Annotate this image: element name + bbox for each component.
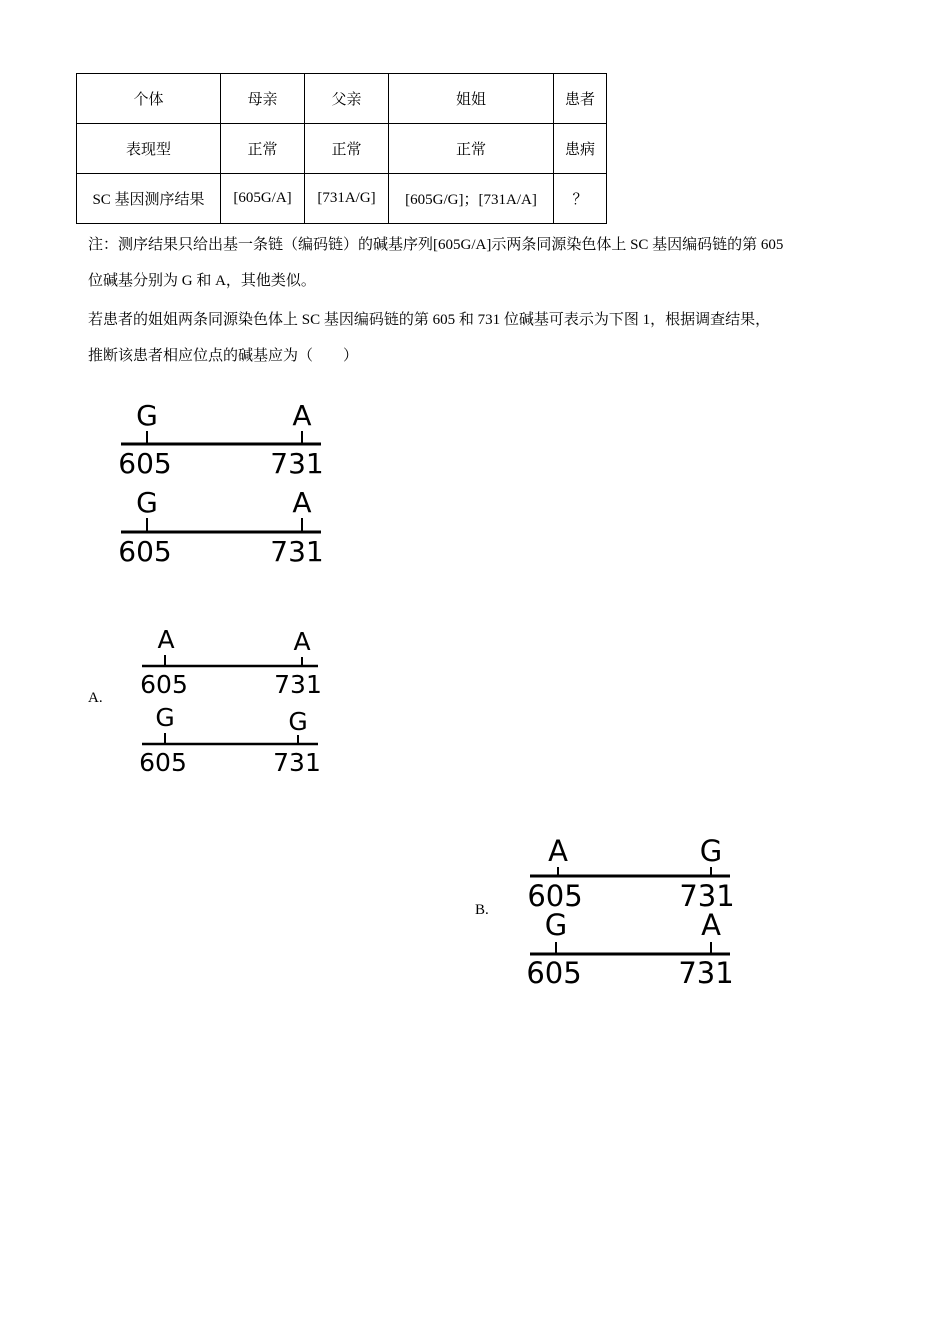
position-label: 605	[526, 956, 582, 990]
note-line-2: 位碱基分别为 G 和 A，其他类似。	[88, 273, 316, 289]
position-label: 731	[270, 447, 324, 480]
base-label: A	[292, 399, 312, 432]
table-cell: 母亲	[221, 74, 305, 124]
base-label: G	[699, 834, 723, 868]
table-cell: ？	[554, 174, 607, 224]
position-label: 731	[274, 670, 322, 699]
option-a-diagram	[138, 622, 328, 787]
base-label: A	[293, 627, 311, 656]
table-cell: 表现型	[77, 124, 221, 174]
base-label: G	[136, 486, 158, 519]
figure-1-diagram	[115, 395, 335, 580]
table-cell: 患病	[554, 124, 607, 174]
base-label: G	[155, 703, 175, 732]
table-cell: 正常	[221, 124, 305, 174]
base-label: G	[544, 908, 568, 942]
question-line-2: 推断该患者相应位点的碱基应为（ ）	[88, 348, 359, 364]
table-row	[77, 174, 607, 224]
table-cell: 姐姐	[389, 74, 554, 124]
table-cell: 患者	[554, 74, 607, 124]
table-cell: 正常	[389, 124, 554, 174]
table-cell: [605G/G]；[731A/A]	[389, 174, 554, 224]
position-label: 605	[140, 670, 188, 699]
base-label: A	[548, 834, 568, 868]
base-label: A	[157, 625, 175, 654]
table-cell: [605G/A]	[221, 174, 305, 224]
base-label: A	[701, 908, 721, 942]
position-label: 731	[270, 535, 324, 568]
position-label: 731	[678, 956, 734, 990]
note-line-1: 注：测序结果只给出基一条链（编码链）的碱基序列[605G/A]示两条同源染色体上 SC 基因编码链的第 605	[88, 237, 784, 253]
position-label: 605	[118, 447, 172, 480]
position-label: 731	[273, 748, 321, 777]
table-row	[77, 124, 607, 174]
table-row	[77, 74, 607, 124]
option-b-diagram	[525, 832, 740, 1002]
base-label: G	[288, 707, 308, 736]
sequencing-results-table	[76, 73, 607, 224]
position-label: 605	[118, 535, 172, 568]
position-label: 605	[139, 748, 187, 777]
question-line-1: 若患者的姐姐两条同源染色体上 SC 基因编码链的第 605 和 731 位碱基可表示为下图 1，根据调查结果，	[88, 312, 771, 328]
table-cell: SC 基因测序结果	[77, 174, 221, 224]
base-label: A	[292, 486, 312, 519]
option-a-label: A.	[88, 690, 103, 706]
table-cell: 个体	[77, 74, 221, 124]
base-label: G	[136, 399, 158, 432]
position-label: 731	[679, 879, 735, 913]
table-cell: [731A/G]	[305, 174, 389, 224]
table-cell: 父亲	[305, 74, 389, 124]
option-b-label: B.	[475, 902, 489, 918]
position-label: 605	[527, 879, 583, 913]
table-cell: 正常	[305, 124, 389, 174]
